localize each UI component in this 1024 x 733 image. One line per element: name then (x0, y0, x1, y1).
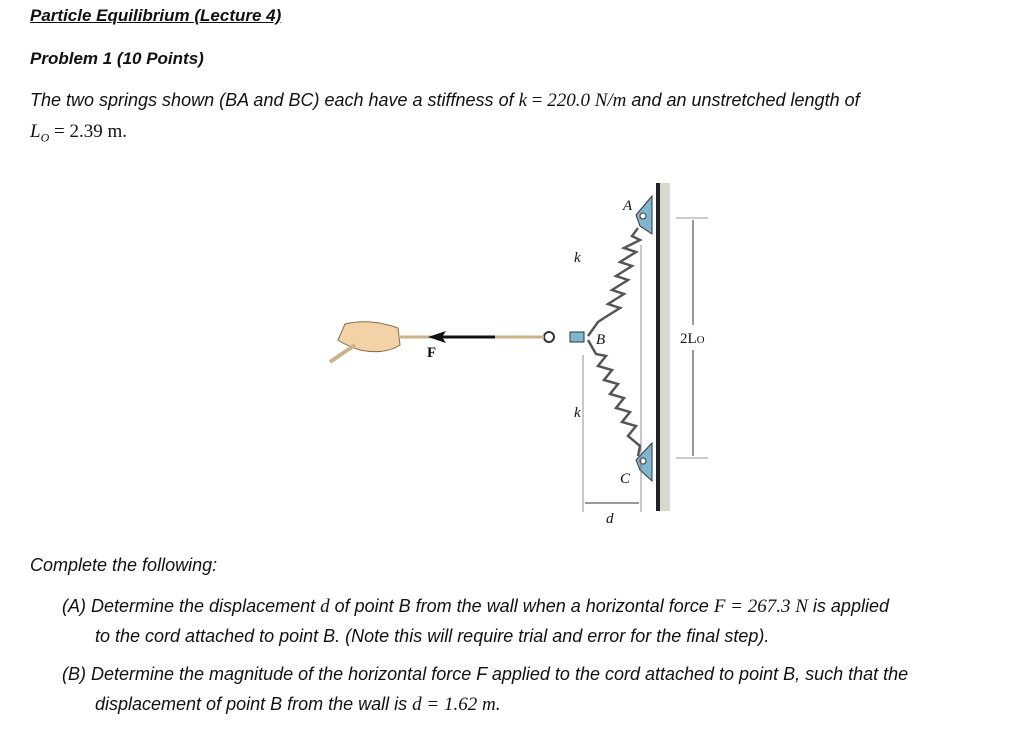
part-b-line-1: (B) Determine the magnitude of the horizontal force F applied to the cord attached to point B, such that the (62, 664, 909, 684)
part-a-line-1: (A) Determine the displacement d of point B from the wall when a horizontal force F = 267.3 N is applied (62, 596, 889, 617)
wall (656, 183, 660, 511)
bracket-a (636, 196, 652, 234)
wall-shade (660, 183, 670, 511)
spring-ba (588, 228, 640, 336)
label-2lo: 2LO (680, 331, 705, 347)
label-f: F (427, 345, 437, 361)
label-b: B (596, 332, 606, 348)
page-title: Particle Equilibrium (Lecture 4) (30, 6, 282, 25)
complete-heading: Complete the following: (30, 555, 218, 575)
part-b-line-2: displacement of point B from the wall is d = 1.62 m. (95, 694, 501, 715)
hand-icon (338, 322, 400, 352)
label-a: A (623, 198, 633, 214)
label-d: d (606, 511, 614, 527)
part-a-line-2: to the cord attached to point B. (Note this will require trial and error for the final step). (95, 626, 770, 646)
label-k1: k (574, 250, 581, 266)
problem-heading: Problem 1 (10 Points) (30, 49, 204, 68)
intro-line-2: $L_O = 2.39$ m. (30, 121, 127, 145)
label-k2: k (574, 405, 581, 421)
joint-b (570, 332, 584, 342)
label-c: C (620, 471, 631, 487)
spring-bc (588, 340, 640, 456)
eye-ring (544, 332, 554, 342)
intro-line-1: The two springs shown (BA and BC) each have a stiffness of k = 220.0 N/m and an unstretched length of (30, 90, 860, 111)
